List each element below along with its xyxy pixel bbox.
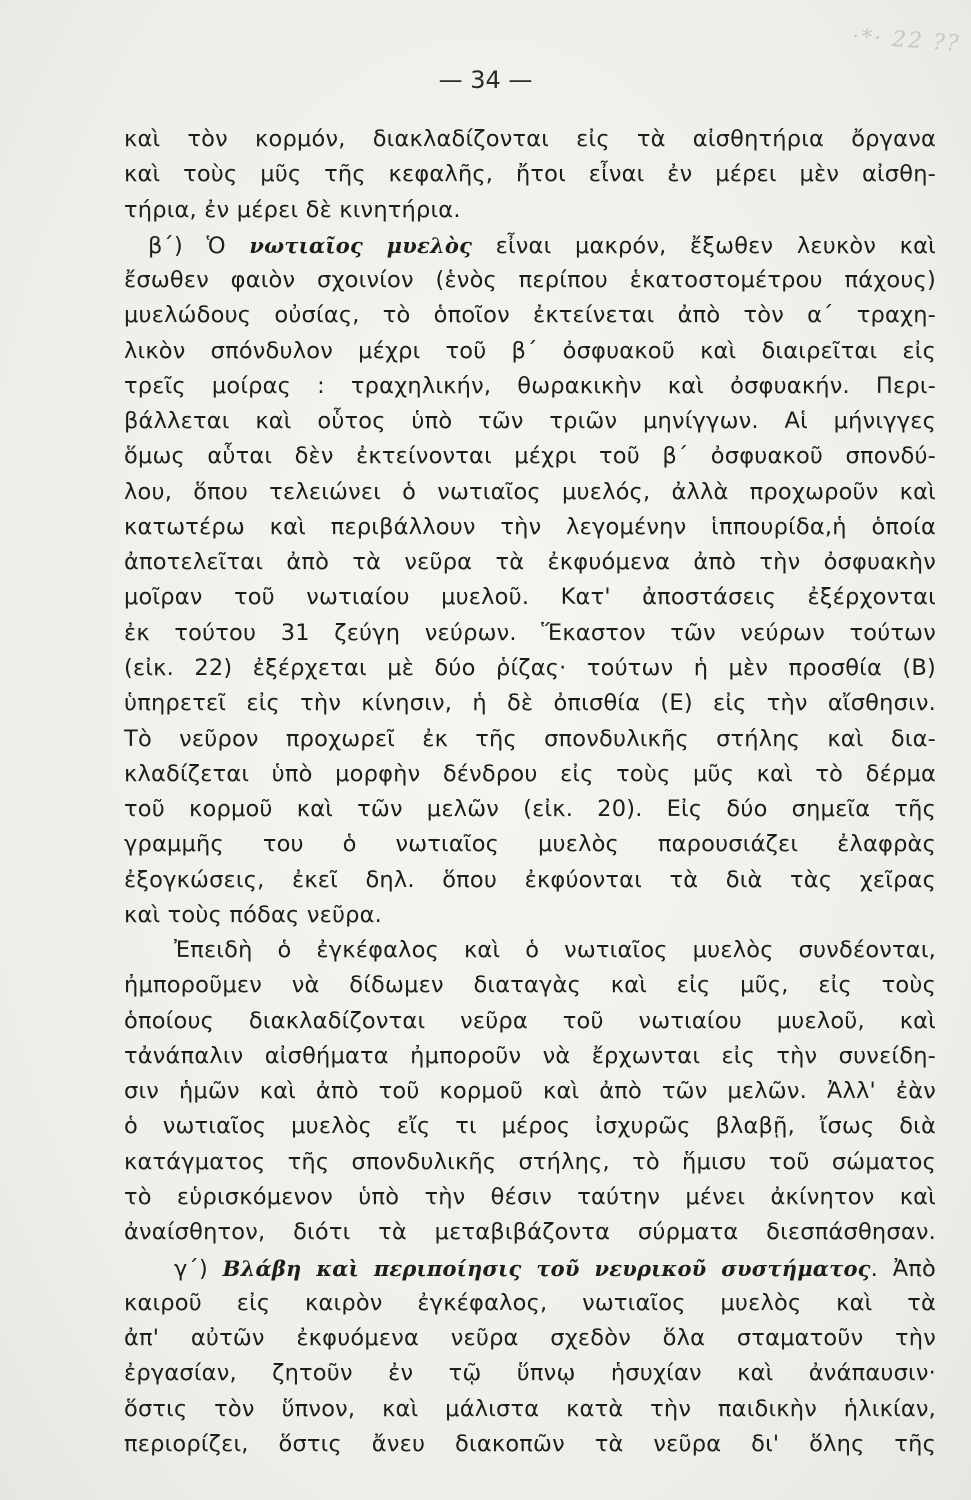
text-line: καὶ τοὺς μῦς τῆς κεφαλῆς, ἤτοι εἶναι ἐν μέρει μὲν αἰσθη- bbox=[124, 161, 936, 188]
text-line: τὸ εὑρισκόμενον ὑπὸ τὴν θέσιν ταύτην μένει ἀκίνητον καὶ bbox=[124, 1183, 936, 1210]
text-line: γραμμῆς του ὁ νωτιαῖος μυελὸς παρουσιάζει ἐλαφρὰς bbox=[124, 831, 936, 858]
corner-handwritten-mark: ·*· 22 ?? bbox=[851, 24, 962, 57]
text-line: ἔσωθεν φαιὸν σχοινίον (ἑνὸς περίπου ἑκατοστομέτρου πάχους) bbox=[124, 267, 936, 294]
text-line: καὶ τοὺς πόδας νεῦρα. bbox=[124, 901, 383, 928]
body-text bbox=[124, 122, 936, 1462]
page-number: — 34 — bbox=[438, 66, 533, 94]
text-line: καὶ τὸν κορμόν, διακλαδίζονται εἰς τὰ αἰσθητήρια ὄργανα bbox=[124, 126, 936, 152]
text-line: Ἐπειδὴ ὁ ἐγκέφαλος καὶ ὁ νωτιαῖος μυελὸς συνδέονται, bbox=[174, 937, 936, 964]
text-line: τοῦ κορμοῦ καὶ τῶν μελῶν (εἰκ. 20). Εἰς δύο σημεῖα τῆς bbox=[124, 796, 936, 823]
section-c-text: . Ἀπὸ bbox=[870, 1255, 937, 1282]
text-line: ἠμποροῦμεν νὰ δίδωμεν διαταγὰς καὶ εἰς μῦς, εἰς τοὺς bbox=[124, 972, 936, 999]
text-line: λικὸν σπόνδυλον μέχρι τοῦ β΄ ὀσφυακοῦ καὶ διαιρεῖται εἰς bbox=[124, 337, 936, 364]
text-line: ὁ νωτιαῖος μυελὸς εἴς τι μέρος ἰσχυρῶς βλαβῇ, ἴσως διὰ bbox=[124, 1113, 936, 1140]
section-b-term: νωτιαῖος μυελὸς bbox=[249, 232, 473, 258]
text-line: τήρια, ἐν μέρει δὲ κινητήρια. bbox=[124, 196, 461, 223]
section-c-heading: Βλάβη καὶ περιποίησις τοῦ νευρικοῦ συστήματος bbox=[222, 1255, 871, 1281]
text-line: ἀναίσθητον, διότι τὰ μεταβιβάζοντα σύρματα διεσπάσθησαν. bbox=[124, 1219, 936, 1246]
text-line: λου, ὅπου τελειώνει ὁ νωτιαῖος μυελός, ἀλλὰ προχωροῦν καὶ bbox=[124, 478, 936, 505]
section-b-text: εἶναι μακρόν, ἔξωθεν λευκὸν καὶ bbox=[495, 232, 936, 259]
text-line: Τὸ νεῦρον προχωρεῖ ἐκ τῆς σπονδυλικῆς στήλης καὶ δια- bbox=[124, 725, 936, 752]
text-line: ἐξογκώσεις, ἐκεῖ δηλ. ὅπου ἐκφύονται τὰ διὰ τὰς χεῖρας bbox=[124, 866, 936, 893]
text-line: ἐργασίαν, ζητοῦν ἐν τῷ ὕπνῳ ἡσυχίαν καὶ ἀνάπαυσιν· bbox=[124, 1360, 936, 1387]
text-line: (εἰκ. 22) ἐξέρχεται μὲ δύο ῥίζας· τούτων ἡ μὲν προσθία (Β) bbox=[124, 654, 936, 681]
text-line: σιν ἡμῶν καὶ ἀπὸ τοῦ κορμοῦ καὶ ἀπὸ τῶν μελῶν. Ἀλλ' ἐὰν bbox=[124, 1078, 936, 1105]
text-line: μοῖραν τοῦ νωτιαίου μυελοῦ. Κατ' ἀποστάσεις ἐξέρχονται bbox=[124, 584, 936, 611]
text-line: ἀπ' αὐτῶν ἐκφυόμενα νεῦρα σχεδὸν ὅλα σταματοῦν τὴν bbox=[124, 1325, 936, 1352]
text-line: περιορίζει, ὅστις ἄνευ διακοπῶν τὰ νεῦρα δι' ὅλης τῆς bbox=[124, 1430, 936, 1457]
text-line: μυελώδους οὐσίας, τὸ ὁποῖον ἐκτείνεται ἀπὸ τὸν α΄ τραχη- bbox=[124, 302, 936, 329]
section-c-line bbox=[124, 1251, 936, 1286]
text-line: βάλλεται καὶ οὗτος ὑπὸ τῶν τριῶν μηνίγγων. Αἱ μήνιγγες bbox=[124, 408, 936, 435]
text-line: ὁποίους διακλαδίζονται νεῦρα τοῦ νωτιαίου μυελοῦ, καὶ bbox=[124, 1007, 936, 1034]
text-line: τἀνάπαλιν αἰσθήματα ἠμποροῦν νὰ ἔρχωνται εἰς τὴν συνείδη- bbox=[124, 1042, 936, 1069]
text-line: κατωτέρω καὶ περιβάλλουν τὴν λεγομένην ἱππουρίδα,ἡ ὁποία bbox=[124, 513, 936, 540]
text-line: καιροῦ εἰς καιρὸν ἐγκέφαλος, νωτιαῖος μυελὸς καὶ τὰ bbox=[124, 1289, 936, 1316]
section-b-line bbox=[124, 228, 936, 263]
text-line: ὅμως αὗται δὲν ἐκτείνονται μέχρι τοῦ β΄ ὀσφυακοῦ σπονδύ- bbox=[124, 443, 936, 470]
section-b-label: β΄) Ὁ bbox=[148, 232, 226, 259]
section-c-label: γ΄) bbox=[174, 1255, 208, 1282]
text-line: ἀποτελεῖται ἀπὸ τὰ νεῦρα τὰ ἐκφυόμενα ἀπὸ τὴν ὀσφυακὴν bbox=[124, 549, 936, 576]
text-line: ἐκ τούτου 31 ζεύγη νεύρων. Ἕκαστον τῶν νεύρων τούτων bbox=[124, 619, 936, 646]
text-line: ὅστις τὸν ὕπνον, καὶ μάλιστα κατὰ τὴν παιδικὴν ἡλικίαν, bbox=[124, 1395, 936, 1422]
text-line: κατάγματος τῆς σπονδυλικῆς στήλης, τὸ ἥμισυ τοῦ σώματος bbox=[124, 1148, 936, 1175]
text-line: κλαδίζεται ὑπὸ μορφὴν δένδρου εἰς τοὺς μῦς καὶ τὸ δέρμα bbox=[124, 760, 936, 787]
text-line: τρεῖς μοίρας : τραχηλικήν, θωρακικὴν καὶ ὀσφυακήν. Περι- bbox=[124, 372, 936, 399]
text-line: ὑπηρετεῖ εἰς τὴν κίνησιν, ἡ δὲ ὀπισθία (Ε) εἰς τὴν αἴσθησιν. bbox=[124, 690, 936, 717]
